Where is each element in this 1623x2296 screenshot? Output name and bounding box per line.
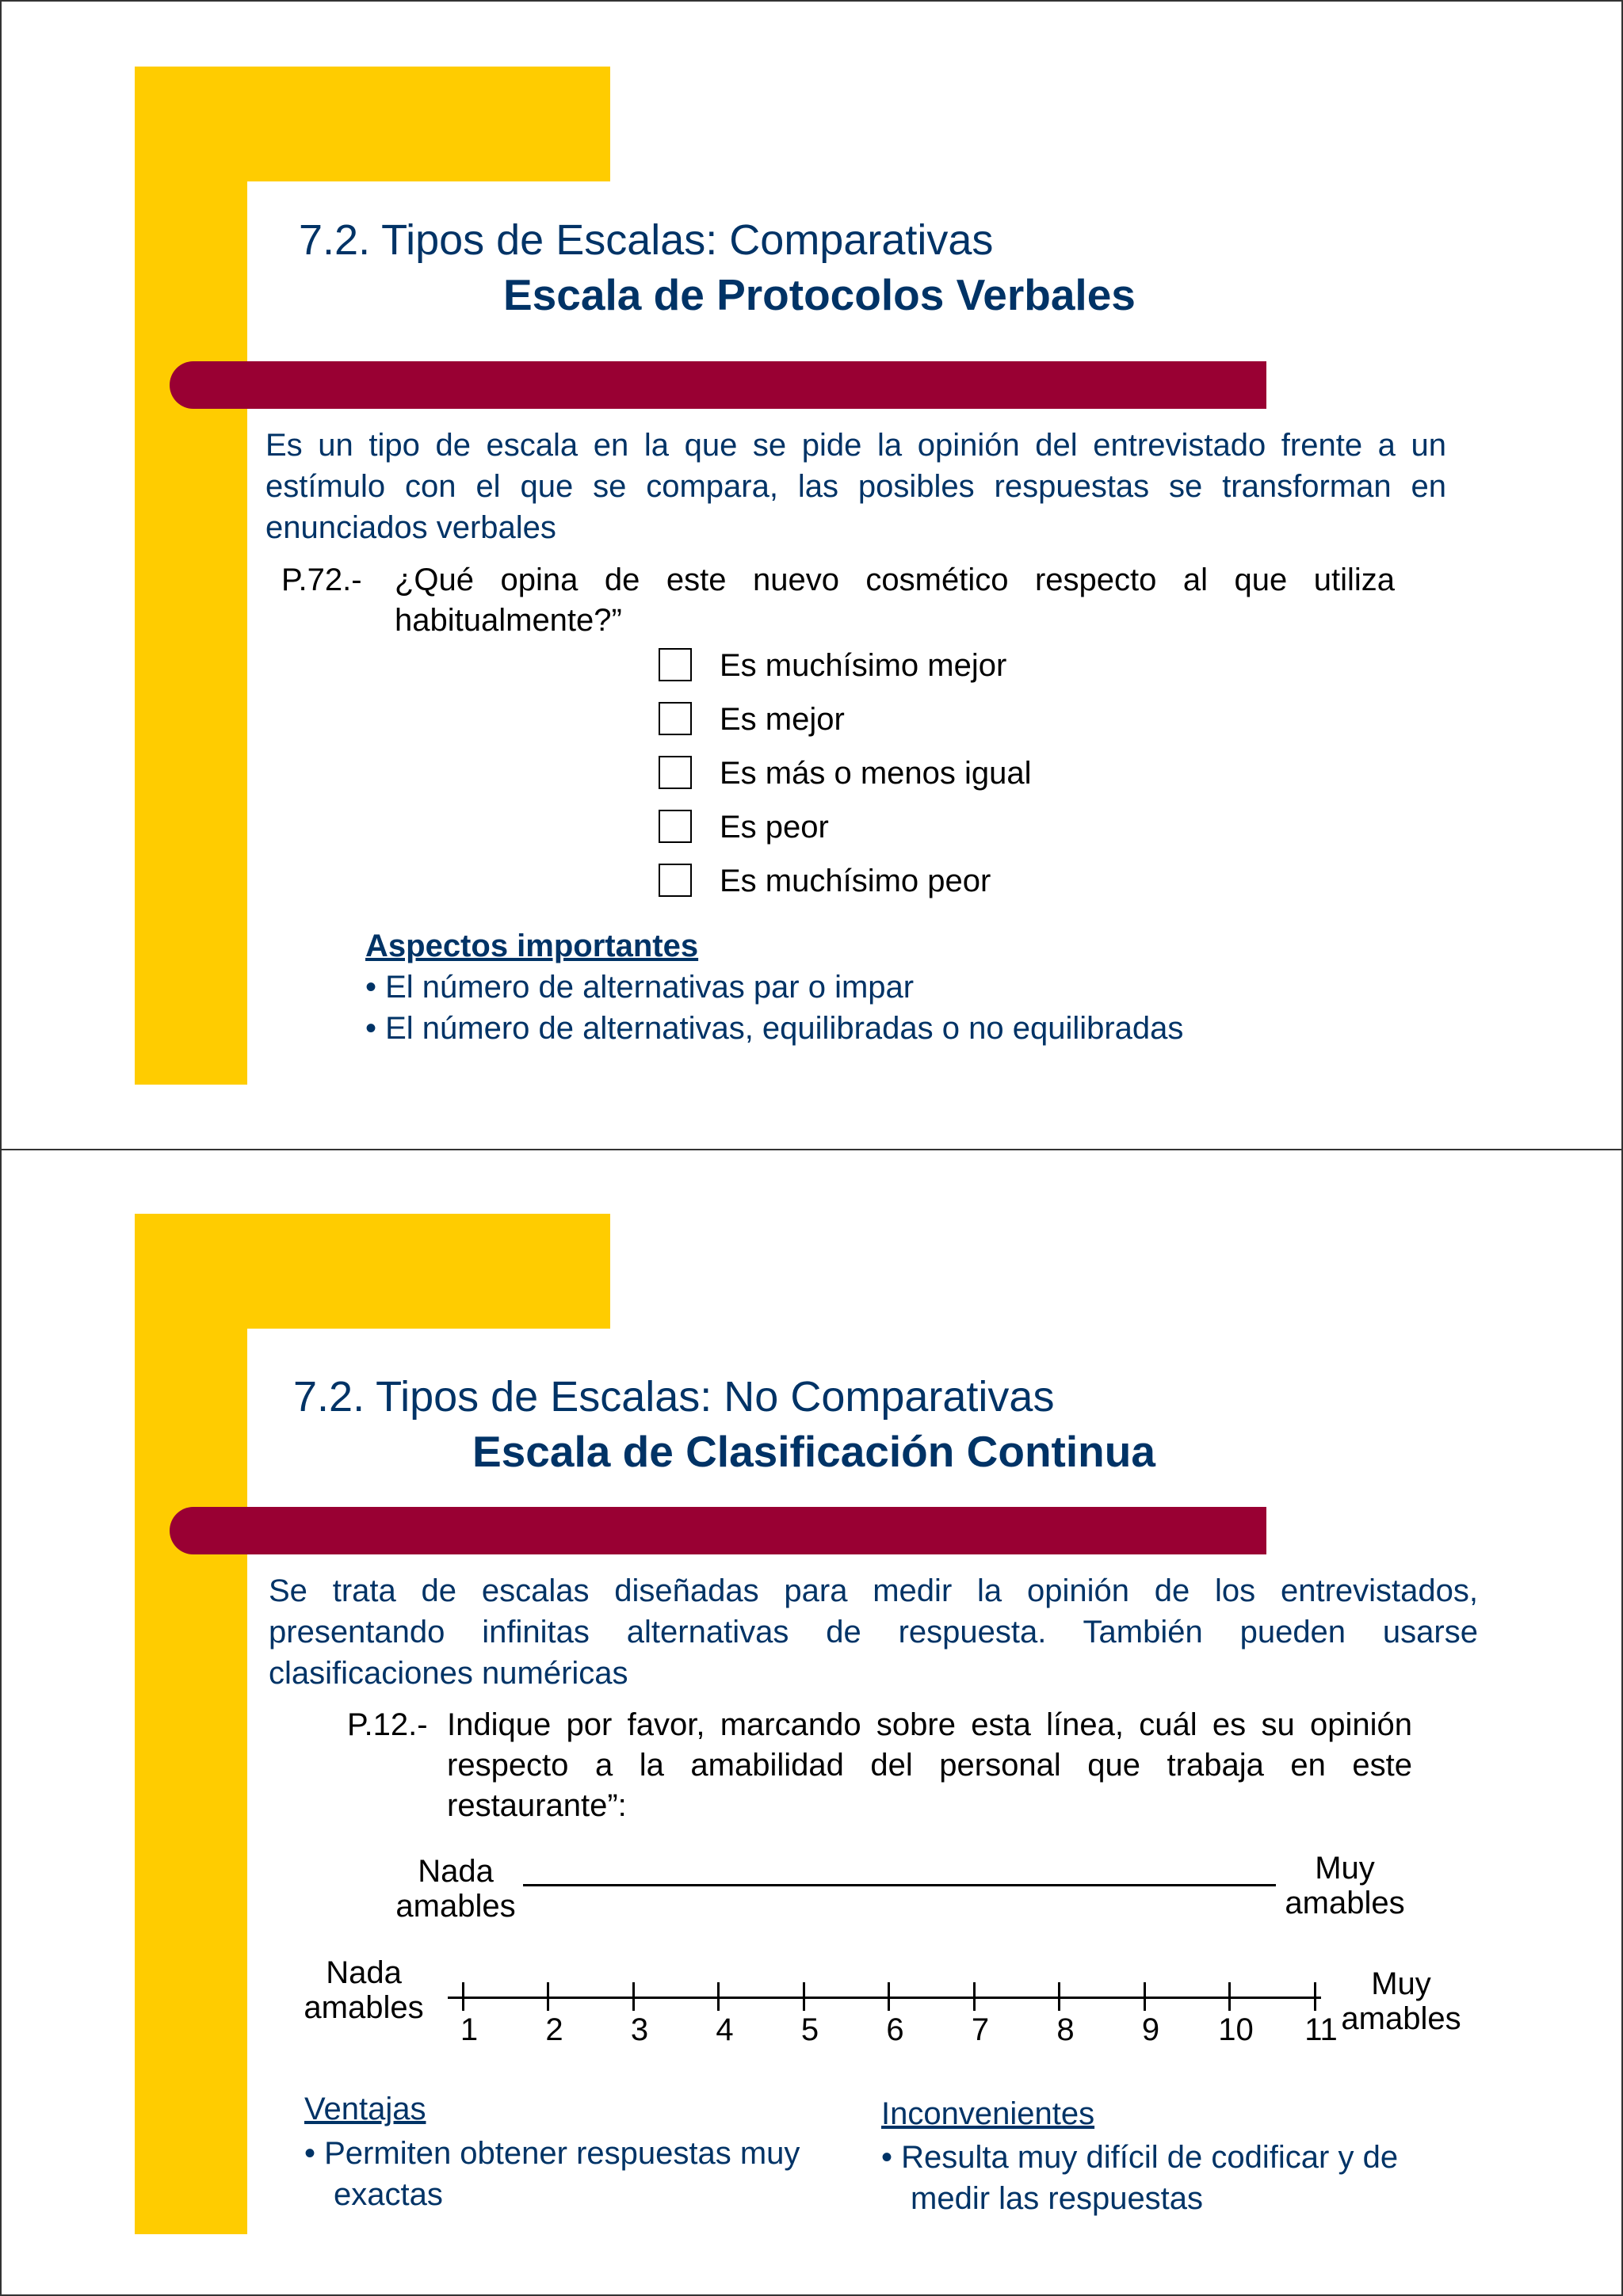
bullet: • [365, 970, 386, 1005]
scale-tick-label: 11 [1304, 2012, 1338, 2047]
scale-tick [717, 1982, 720, 2011]
question-text: Indique por favor, marcando sobre esta línea, cuál es su opinión respecto a la amabilidad del personal que trabaja en este restaurante”: [447, 1707, 1412, 1823]
ventajas-item: • Permiten obtener respuestas muy exactas [304, 2136, 800, 2212]
red-divider-bar [170, 1507, 1266, 1554]
intro-paragraph: Es un tipo de escala en la que se pide la opinión del entrevistado frente a un estímulo con el que se compara, las posibles respuestas se transforman en enunciados verbales [265, 428, 1446, 545]
scale-tick-label: 6 [886, 2012, 904, 2047]
scale-tick-label: 9 [1141, 2012, 1160, 2047]
question-number: P.72.- [281, 563, 362, 597]
scale-tick [462, 1982, 464, 2011]
scale-tick [1228, 1982, 1231, 2011]
numeric-scale-axis[interactable] [448, 1997, 1321, 1999]
option-label: Es peor [720, 810, 829, 845]
yellow-decor-bar [135, 1214, 247, 2234]
slide-title: 7.2. Tipos de Escalas: No Comparativas [293, 1373, 1055, 1421]
scale-tick-label: 5 [800, 2012, 819, 2047]
scale-tick-label: 4 [716, 2012, 734, 2047]
question-number: P.12.- [347, 1707, 428, 1742]
scale-tick [803, 1982, 805, 2011]
red-divider-bar [170, 361, 1266, 409]
aspect-item: • El número de alternativas par o impar [365, 970, 915, 1005]
option-checkbox[interactable] [659, 810, 692, 843]
scale-left-label: Nada amables [395, 1854, 516, 1924]
scale-tick-label: 2 [545, 2012, 563, 2047]
scale-tick-label: 1 [460, 2012, 479, 2047]
bullet: • [365, 1011, 386, 1046]
inconvenientes-item: • Resulta muy difícil de codificar y de medir las respuestas [881, 2140, 1399, 2216]
scale-tick-label: 7 [971, 2012, 990, 2047]
slide-subtitle: Escala de Clasificación Continua [472, 1427, 1155, 1476]
bullet: • [881, 2140, 902, 2175]
scale-tick [1058, 1982, 1060, 2011]
scale-tick [632, 1982, 635, 2011]
numeric-scale-left-label: Nada amables [304, 1955, 424, 2025]
scale-right-label: Muy amables [1285, 1851, 1405, 1920]
scale-tick [1314, 1982, 1316, 2011]
option-label: Es muchísimo peor [720, 864, 991, 898]
intro-paragraph: Se trata de escalas diseñadas para medir la opinión de los entrevistados, presentando infinitas alternativas de respuesta. También pueden usarse clasificaciones numéricas [269, 1573, 1478, 1691]
continuous-rating-line[interactable] [523, 1884, 1276, 1886]
scale-tick-label: 10 [1218, 2012, 1254, 2047]
scale-tick [547, 1982, 549, 2011]
numeric-scale-right-label: Muy amables [1341, 1966, 1461, 2036]
option-label: Es mejor [720, 702, 845, 737]
yellow-decor-bar [135, 67, 247, 1085]
option-checkbox[interactable] [659, 648, 692, 681]
question-text: ¿Qué opina de este nuevo cosmético respecto al que utiliza habitualmente?” [395, 563, 1395, 638]
aspects-heading: Aspectos importantes [365, 929, 699, 963]
aspect-item: • El número de alternativas, equilibradas o no equilibradas [365, 1011, 1184, 1046]
ventajas-heading: Ventajas [304, 2092, 426, 2126]
slide-subtitle: Escala de Protocolos Verbales [503, 270, 1136, 319]
option-checkbox[interactable] [659, 702, 692, 735]
slide-2 [0, 1150, 1623, 2296]
option-checkbox[interactable] [659, 864, 692, 897]
scale-tick [888, 1982, 890, 2011]
scale-tick [1144, 1982, 1146, 2011]
slide-title: 7.2. Tipos de Escalas: Comparativas [299, 216, 994, 264]
option-label: Es más o menos igual [720, 756, 1032, 791]
option-checkbox[interactable] [659, 756, 692, 789]
scale-tick-label: 3 [630, 2012, 649, 2047]
option-label: Es muchísimo mejor [720, 648, 1007, 683]
inconvenientes-heading: Inconvenientes [881, 2096, 1095, 2131]
bullet: • [304, 2136, 325, 2171]
scale-tick-label: 8 [1056, 2012, 1075, 2047]
scale-tick [973, 1982, 976, 2011]
